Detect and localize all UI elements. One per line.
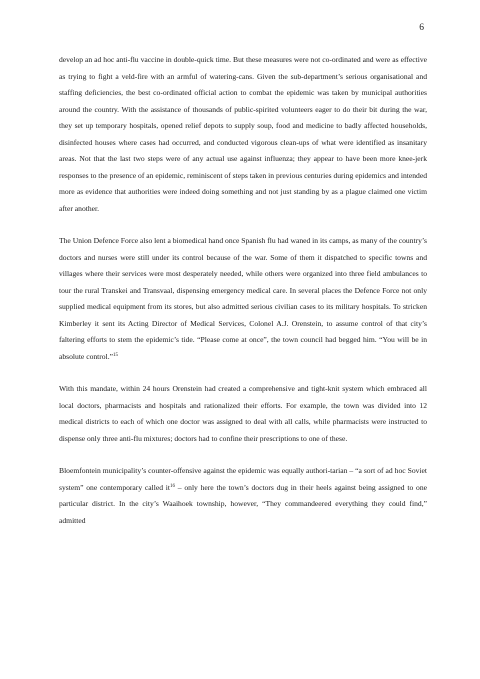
paragraph-4-text-after: – only here the town’s doctors dug in their heels against being assigned to one particular district. In the city’s Waaihoek township, however, “They commandeered everything they could find,” admitted <box>59 482 427 525</box>
page-number: 6 <box>419 23 424 33</box>
document-body <box>59 52 427 529</box>
footnote-ref-16: 16 <box>170 483 176 489</box>
paragraph-1-text: develop an ad hoc anti-flu vaccine in double-quick time. But these measures were not co-ordinated and were as effective as trying to fight a veld-fire with an armful of watering-cans. Given the sub-department’s serious organisational and staffing deficiencies, the best co-ordinated official action to combat the epidemic was taken by municipal authorities around the country. With the assistance of thousands of public-spirited volunteers eager to do their bit during the war, they set up temporary hospitals, opened relief depots to supply soup, food and medicine to badly affected households, disinfected houses where cases had occurred, and conducted vigorous clean-ups of what were identified as insanitary areas. Not that the last two steps were of any actual use against influenza; they appear to have been more knee-jerk responses to the presence of an epidemic, reminiscent of steps taken in previous centuries during epidemics and intended more as evidence that authorities were indeed doing something and not just standing by as a plague claimed one victim after another. <box>59 55 427 213</box>
paragraph-3-text: With this mandate, within 24 hours Orenstein had created a comprehensive and tight-knit system which embraced all local doctors, pharmacists and hospitals and rationalized their efforts. For example, the town was divided into 12 medical districts to each of which one doctor was assigned to deal with all calls, while pharmacists were instructed to dispense only three anti-flu mixtures; doctors had to confine their prescriptions to one of these. <box>59 384 427 443</box>
footnote-ref-15: 15 <box>112 352 118 358</box>
paragraph-3 <box>59 381 427 447</box>
paragraph-1 <box>59 52 427 217</box>
paragraph-4 <box>59 463 427 529</box>
paragraph-4-text-before: Bloemfontein municipality’s counter-offensive against the epidemic was equally authori-tarian – “a sort of ad hoc Soviet system” one contemporary called it <box>59 466 427 492</box>
paragraph-2 <box>59 233 427 365</box>
paragraph-2-text: The Union Defence Force also lent a biomedical hand once Spanish flu had waned in its camps, as many of the country’s doctors and nurses were still under its control because of the war. Some of them it dispatched to specific towns and villages where their services were most desperately needed, while others were organized into three field ambulances to tour the rural Transkei and Transvaal, dispensing emergency medical care. In several places the Defence Force not only supplied medical equipment from its stores, but also admitted serious civilian cases to its military hospitals. To stricken Kimberley it sent its Acting Director of Medical Services, Colonel A.J. Orenstein, to assume control of that city’s faltering efforts to stem the epidemic’s tide. “Please come at once”, the town council had begged him. “You will be in absolute control.” <box>59 236 427 361</box>
